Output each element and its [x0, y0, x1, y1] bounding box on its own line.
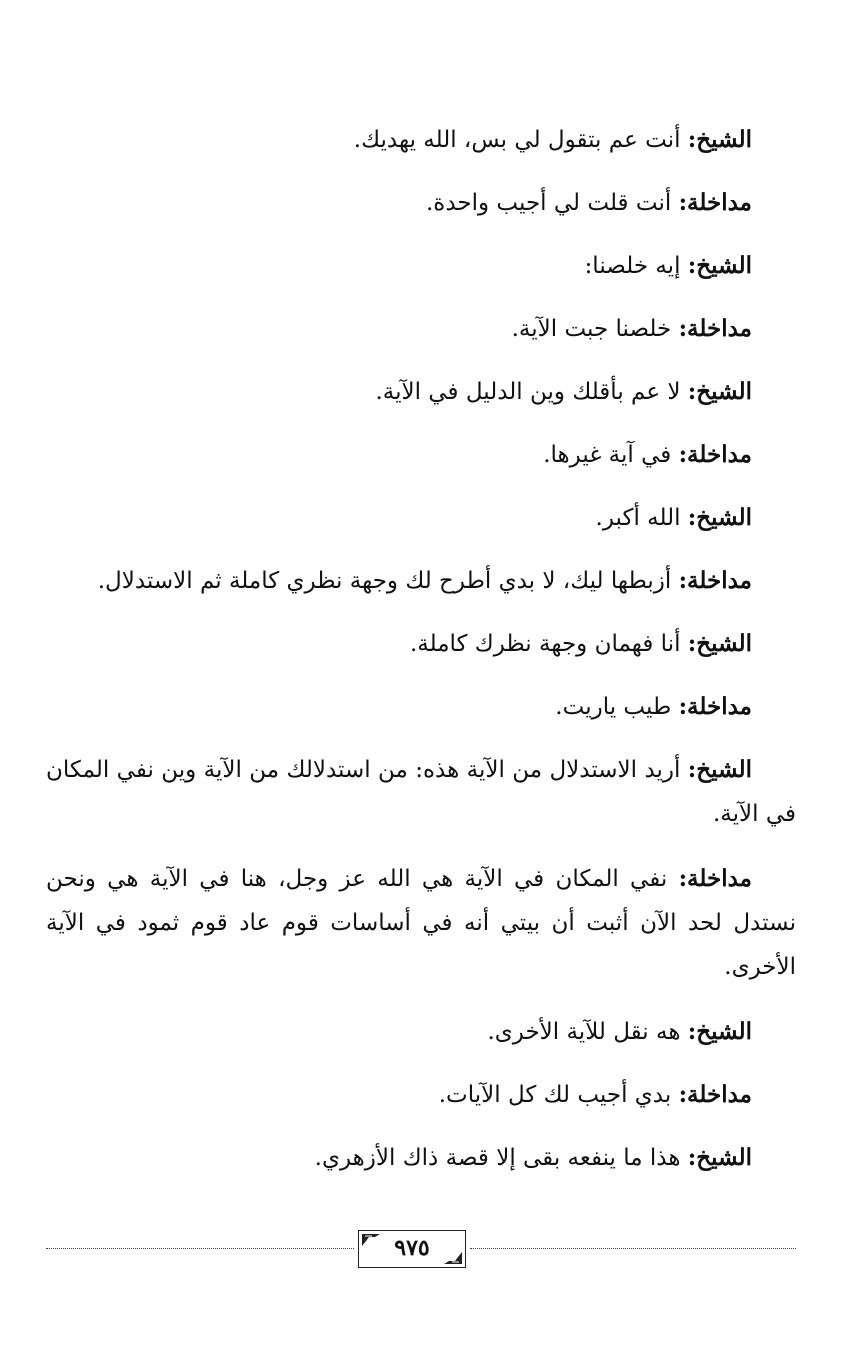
corner-ornament-icon [361, 1233, 381, 1247]
paragraph-text: بدي أجيب لك كل الآيات. [438, 1082, 679, 1108]
paragraph-3 [46, 244, 796, 288]
dialogue-text [46, 118, 796, 1199]
paragraph-15 [46, 1136, 796, 1180]
paragraph-9 [46, 622, 796, 666]
paragraph-8 [46, 559, 796, 603]
speaker-label: مداخلة: [678, 693, 752, 720]
speaker-label: مداخلة: [678, 441, 752, 468]
paragraph-text: أريد الاستدلال من الآية هذه: من استدلالك من الآية وين نفي المكان في الآية. [46, 757, 796, 827]
paragraph-text: هه نقل للآية الأخرى. [487, 1019, 688, 1045]
speaker-label: الشيخ: [687, 252, 752, 279]
paragraph-text: طيب ياريت. [555, 694, 679, 720]
paragraph-1 [46, 118, 796, 162]
speaker-label: الشيخ: [687, 126, 752, 153]
paragraph-text: إيه خلصنا: [584, 253, 688, 279]
paragraph-11 [46, 748, 796, 836]
paragraph-10 [46, 685, 796, 729]
page-footer [46, 1228, 796, 1272]
footer-rule-right [470, 1248, 796, 1249]
paragraph-text: لا عم بأقلك وين الدليل في الآية. [375, 379, 688, 405]
paragraph-7 [46, 496, 796, 540]
paragraph-6 [46, 433, 796, 477]
corner-ornament-icon [443, 1251, 463, 1265]
paragraph-14 [46, 1073, 796, 1117]
page-number: ٩٧٥ [394, 1235, 430, 1261]
paragraph-text: أنت قلت لي أجيب واحدة. [425, 190, 679, 216]
paragraph-text: أنا فهمان وجهة نظرك كاملة. [409, 631, 688, 657]
paragraph-text: أنت عم بتقول لي بس، الله يهديك. [353, 127, 688, 153]
paragraph-text: خلصنا جبت الآية. [511, 316, 679, 342]
speaker-label: مداخلة: [678, 1081, 752, 1108]
paragraph-12 [46, 857, 796, 989]
speaker-label: مداخلة: [678, 189, 752, 216]
speaker-label: الشيخ: [687, 504, 752, 531]
paragraph-text: أزبطها ليك، لا بدي أطرح لك وجهة نظري كاملة ثم الاستدلال. [97, 568, 679, 594]
speaker-label: الشيخ: [687, 378, 752, 405]
paragraph-2 [46, 181, 796, 225]
speaker-label: مداخلة: [678, 865, 752, 892]
speaker-label: الشيخ: [687, 756, 752, 783]
paragraph-text: هذا ما ينفعه بقى إلا قصة ذاك الأزهري. [314, 1145, 688, 1171]
speaker-label: مداخلة: [678, 315, 752, 342]
paragraph-4 [46, 307, 796, 351]
page-number-box [358, 1230, 466, 1268]
speaker-label: الشيخ: [687, 630, 752, 657]
paragraph-5 [46, 370, 796, 414]
paragraph-text: الله أكبر. [595, 505, 688, 531]
paragraph-13 [46, 1010, 796, 1054]
speaker-label: الشيخ: [687, 1144, 752, 1171]
speaker-label: الشيخ: [687, 1018, 752, 1045]
paragraph-text: نفي المكان في الآية هي الله عز وجل، هنا في الآية هي ونحن نستدل لحد الآن أثبت أن بيتي أنه في أساسات قوم عاد قوم ثمود في الآية الأخرى. [46, 866, 796, 980]
speaker-label: مداخلة: [678, 567, 752, 594]
footer-rule-left [46, 1248, 354, 1249]
paragraph-text: في آية غيرها. [543, 442, 679, 468]
